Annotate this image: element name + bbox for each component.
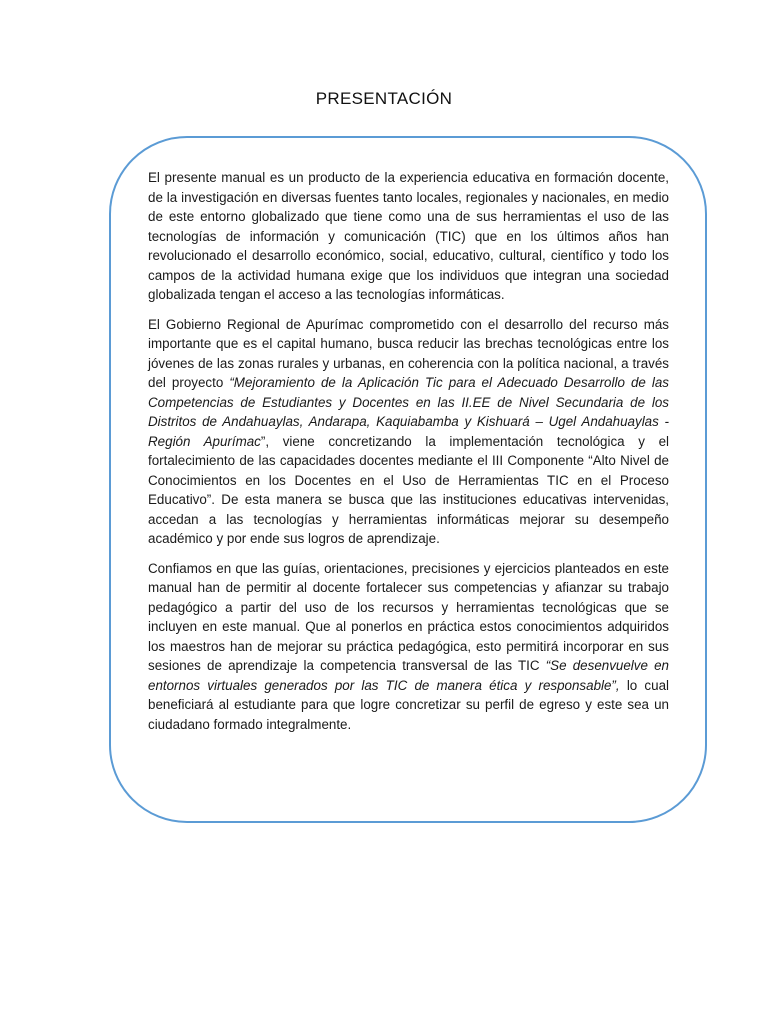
paragraph-confidence (148, 559, 669, 735)
page-title: PRESENTACIÓN (315, 89, 453, 108)
project-name-italic: “Mejoramiento de la Aplicación Tic para el Adecuado Desarrollo de las Competencias de Estudiantes y Docentes en las II.EE de Nivel Secundaria de los Distritos de Andahuaylas, Andarapa, Kaquiabamba y Kishuará – Ugel Andahuaylas - Región Apurímac (148, 375, 670, 449)
paragraph-project (148, 315, 669, 549)
competence-italic: “Se desenvuelve en entornos virtuales generados por las TIC de manera ética y responsable”, (148, 658, 669, 693)
paragraph-text: lo cual beneficiará al estudiante para que logre concretizar su perfil de egreso y este sea un ciudadano formado integralmente. (148, 677, 669, 732)
paragraph-text: El presente manual es un producto de la experiencia educativa en formación docente, de la investigación en diversas fuentes tanto locales, regionales y nacionales, en medio de este entorno globalizado que tiene como una de sus herramientas el uso de las tecnologías de información y comunicación (TIC) que en los últimos años han revolucionado el desarrollo económico, social, educativo, cultural, científico y todo los campos de la actividad humana exige que los individuos que integran una sociedad globalizada tengan el acceso a las tecnologías informáticas. (148, 170, 669, 302)
paragraph-text: Confiamos en que las guías, orientaciones, precisiones y ejercicios planteados en este manual han de permitir al docente fortalecer sus competencias y afianzar su trabajo pedagógico a partir del uso de los recursos y herramientas tecnológicas que se incluyen en este manual. Que al ponerlos en práctica estos conocimientos adquiridos los maestros han de mejorar su práctica pedagógica, esto permitirá incorporar en sus sesiones de aprendizaje la competencia transversal de las TIC (148, 560, 669, 673)
paragraph-text: ”, viene concretizando la implementación tecnológica y el fortalecimiento de las capacidades docentes mediante el III Componente “Alto Nivel de Conocimientos en los Docentes en el Uso de Herramientas TIC en el Proceso Educativo”. De esta manera se busca que las instituciones educativas intervenidas, accedan a las tecnologías y herramientas informáticas mejorar su desempeño académico y por ende sus logros de aprendizaje. (148, 433, 669, 546)
presentation-body (148, 168, 669, 744)
paragraph-text: El Gobierno Regional de Apurímac comprometido con el desarrollo del recurso más importante que es el capital humano, busca reducir las brechas tecnológicas entre los jóvenes de las zonas rurales y urbanas, en coherencia con la política nacional, a través del proyecto (148, 316, 669, 390)
paragraph-intro (148, 168, 669, 305)
